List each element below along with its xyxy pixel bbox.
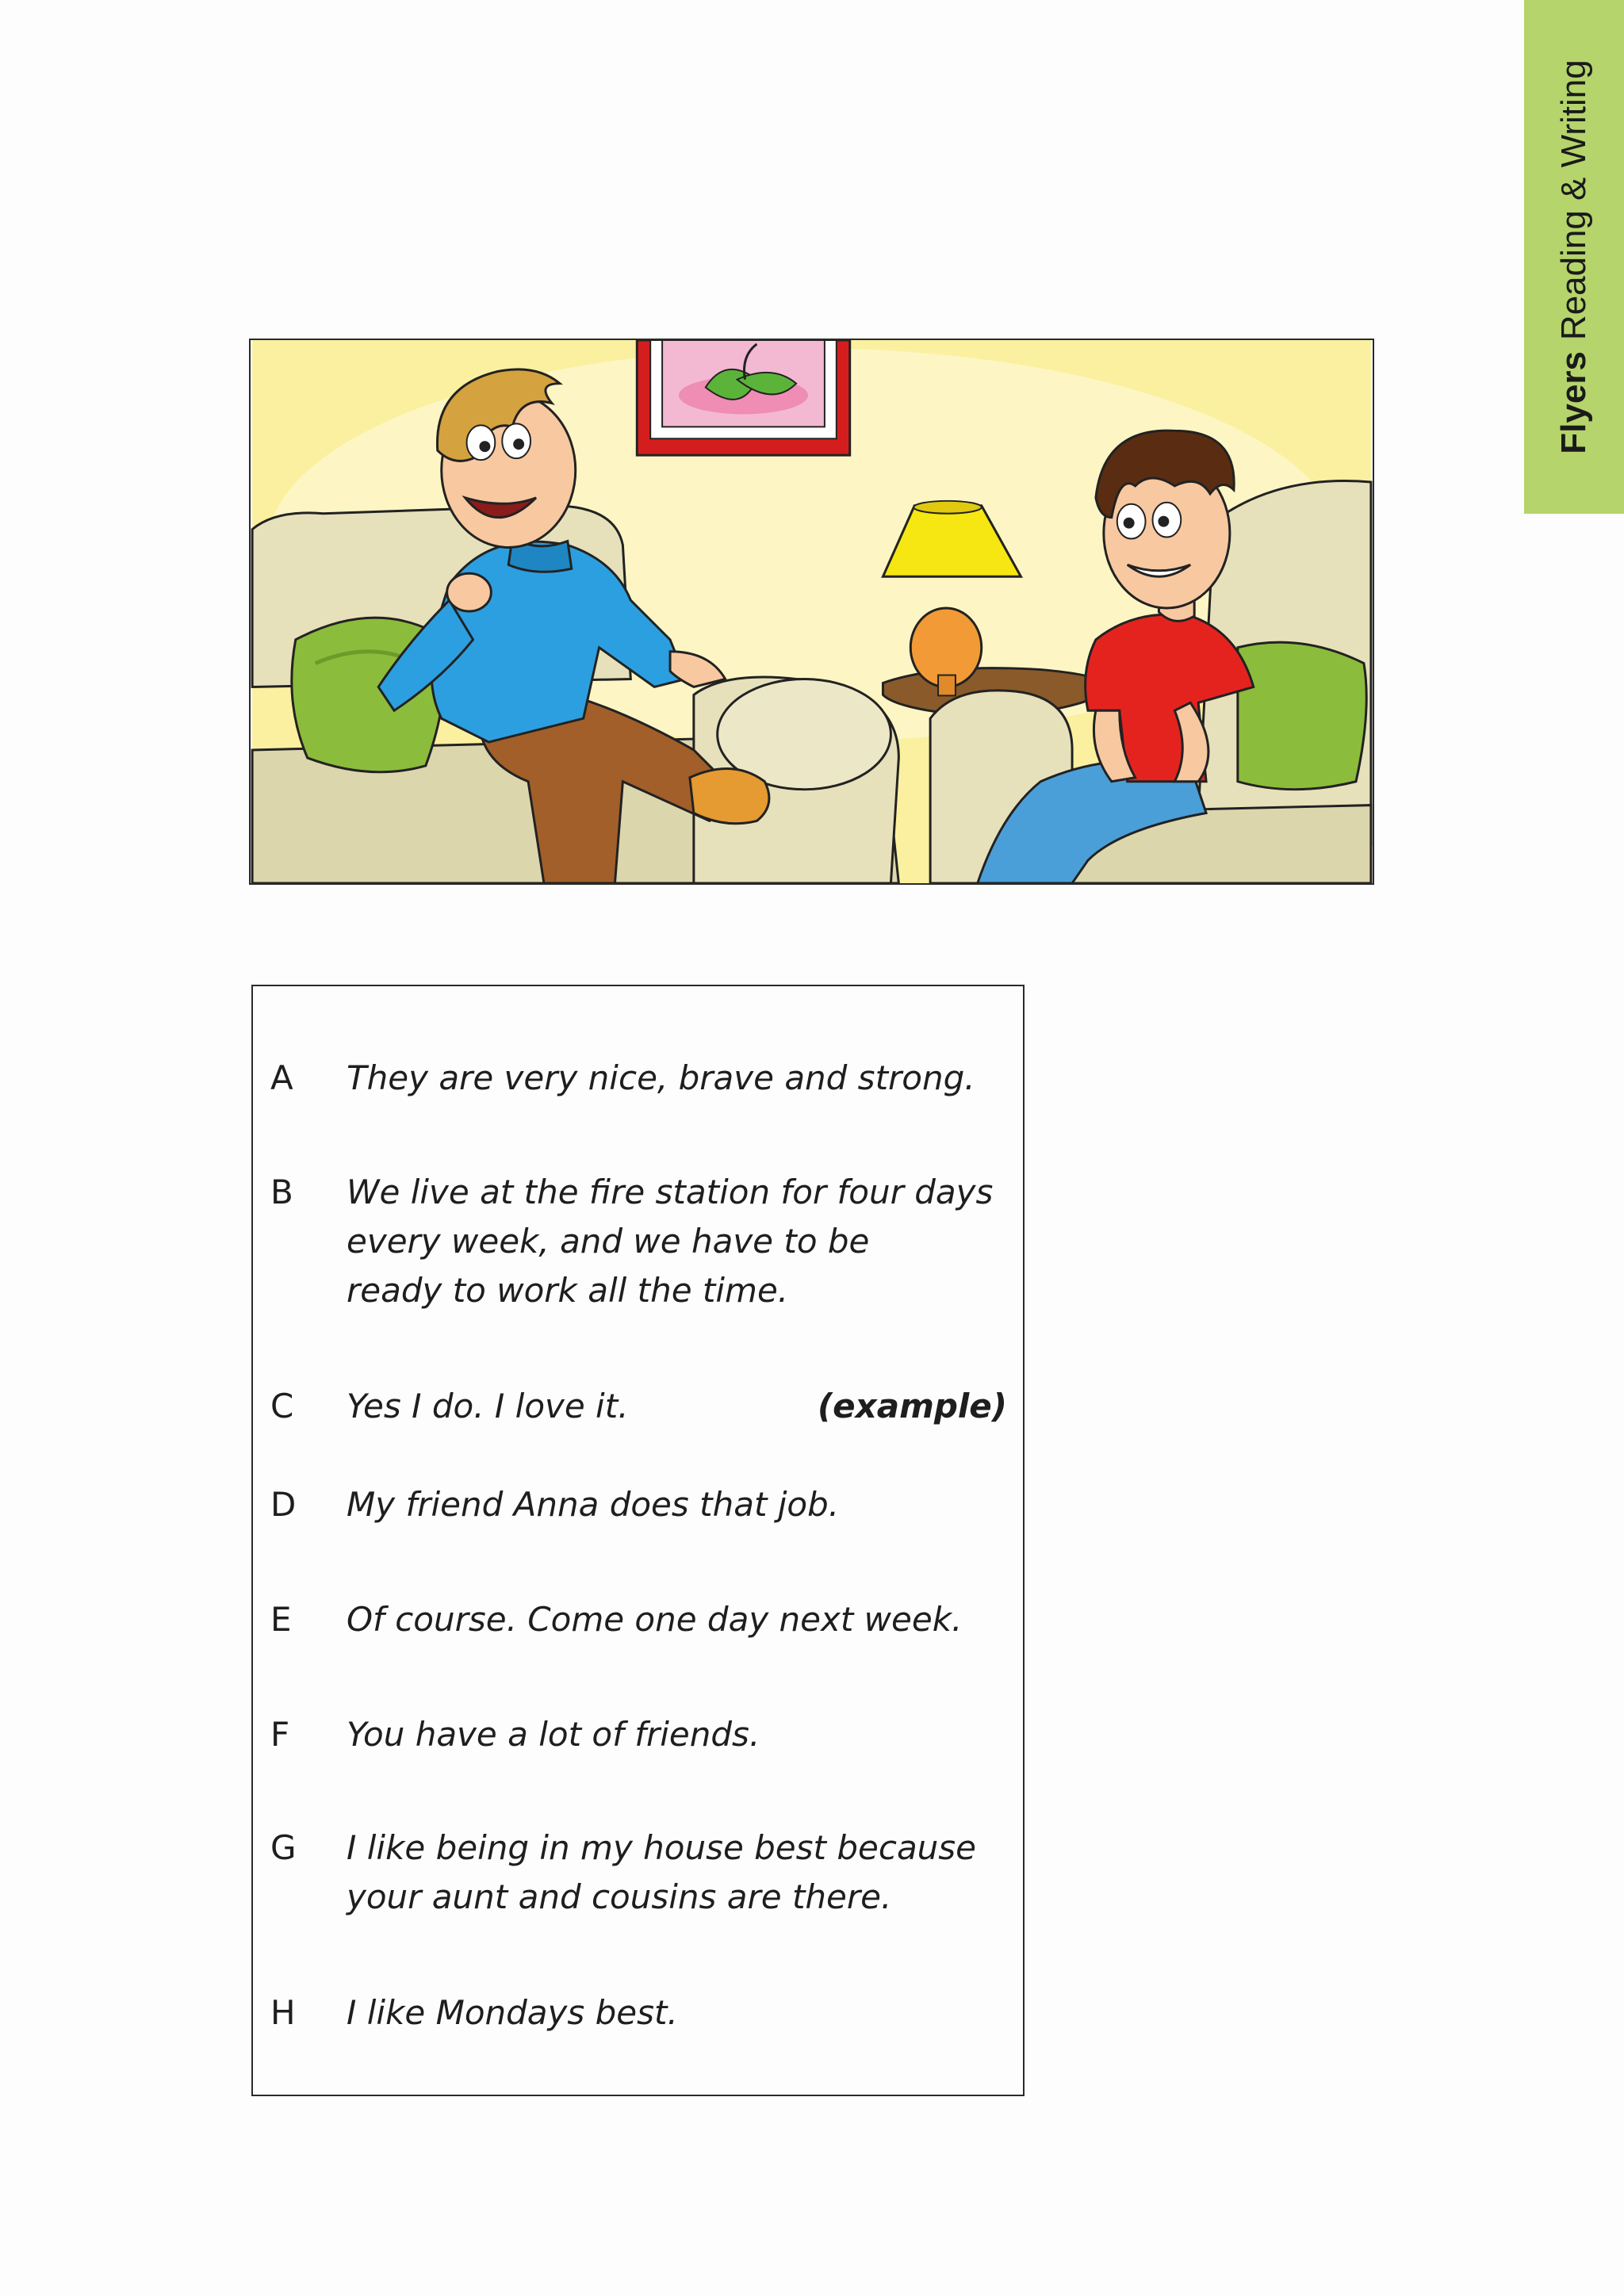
option-text-line: Yes I do. I love it.	[347, 1387, 629, 1425]
section-label: Reading & Writing	[1554, 59, 1593, 341]
option-text-line: You have a lot of friends.	[347, 1715, 760, 1754]
conversation-illustration	[249, 339, 1374, 885]
option-text-line: ready to work all the time.	[347, 1271, 789, 1310]
option-text	[347, 1168, 997, 1315]
example-tag: (example)	[817, 1387, 1007, 1425]
option-text-line: I like being in my house best because	[347, 1828, 977, 1867]
option-letter: H	[270, 1993, 296, 2032]
option-text	[347, 1595, 997, 1644]
option-letter: G	[270, 1828, 297, 1867]
option-letter: B	[270, 1173, 293, 1211]
option-text	[347, 1480, 997, 1529]
option-letter: D	[270, 1485, 297, 1524]
option-letter: E	[270, 1600, 292, 1639]
option-text-line: every week, and we have to be	[347, 1222, 870, 1261]
option-letter: F	[270, 1715, 290, 1754]
illustration-svg	[251, 340, 1373, 883]
wall-picture	[637, 340, 849, 455]
option-text-line: your aunt and cousins are there.	[347, 1877, 892, 1916]
option-text-line: I like Mondays best.	[347, 1993, 678, 2032]
answer-options-box	[251, 985, 1025, 2096]
option-text-line: Of course. Come one day next week.	[347, 1600, 963, 1639]
option-text	[347, 1054, 997, 1103]
option-text-line: We live at the fire station for four days	[347, 1173, 994, 1211]
option-text-line: They are very nice, brave and strong.	[347, 1058, 975, 1097]
option-letter: C	[270, 1387, 294, 1425]
level-label: Flyers	[1554, 351, 1593, 454]
section-tab-label	[1554, 59, 1594, 453]
option-text	[347, 1988, 997, 2038]
option-text	[347, 1823, 997, 1922]
option-text-line: My friend Anna does that job.	[347, 1485, 840, 1524]
section-tab	[1524, 0, 1624, 514]
option-letter: A	[270, 1058, 293, 1097]
option-text	[347, 1710, 997, 1759]
